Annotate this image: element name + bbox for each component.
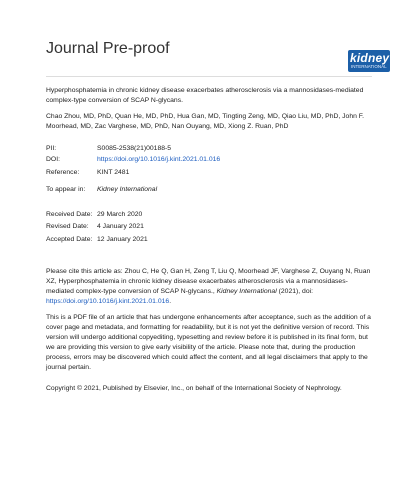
appear-value: Kidney International bbox=[97, 186, 158, 193]
logo-text: kidney bbox=[350, 51, 390, 65]
citation-end: . bbox=[169, 298, 172, 305]
doi-label: DOI: bbox=[46, 156, 60, 163]
appear-label: To appear in: bbox=[46, 186, 86, 193]
citation-tail: (2021), doi: bbox=[276, 288, 314, 295]
reference-label: Reference: bbox=[46, 169, 80, 176]
accepted-value: 12 January 2021 bbox=[97, 236, 148, 243]
doi-link[interactable]: https://doi.org/10.1016/j.kint.2021.01.016 bbox=[97, 156, 221, 163]
copyright-text: Copyright © 2021, Published by Elsevier, Inc., on behalf of the International Society of Nephrology. bbox=[46, 385, 342, 392]
article-title: Hyperphosphatemia in chronic kidney disease exacerbates atherosclerosis via a mannosidases-mediated complex-type conversion of SCAP N-glycans. bbox=[46, 87, 364, 104]
received-label: Received Date: bbox=[46, 211, 93, 218]
notice-paragraph: This is a PDF file of an article that has undergone enhancements after acceptance, such as the addition of a cover page and metadata, and formatting for readability, but it is not yet the definitive version of record. This version will undergo additional copyediting, typesetting and review before it is published in its final form, but we are providing this version to give early visibility of the article. Please note that, during the production process, errors may be discovered which could affect the content, and all legal disclaimers that apply to the journal pertain. bbox=[46, 314, 371, 371]
author-list: Chao Zhou, MD, PhD, Quan He, MD, PhD, Hua Gan, MD, Tingting Zeng, MD, Qiao Liu, MD, PhD, John F. Moorhead, MD, Zac Varghese, MD, PhD, Nan Ouyang, MD, Xiong Z. Ruan, PhD bbox=[46, 113, 365, 130]
citation-journal: Kidney International bbox=[216, 288, 277, 295]
kidney-international-logo bbox=[348, 50, 390, 72]
revised-label: Revised Date: bbox=[46, 223, 89, 230]
citation-paragraph bbox=[46, 267, 372, 307]
pii-label: PII: bbox=[46, 145, 57, 152]
pii-value: S0085-2538(21)00188-5 bbox=[97, 145, 172, 152]
logo-subtext: INTERNATIONAL bbox=[351, 64, 387, 69]
citation-doi-link[interactable]: https://doi.org/10.1016/j.kint.2021.01.016 bbox=[46, 298, 170, 305]
journal-pre-proof-title: Journal Pre-proof bbox=[46, 40, 170, 57]
revised-value: 4 January 2021 bbox=[97, 223, 144, 230]
citation-text: Please cite this article as: Zhou C, He Q, Gan H, Zeng T, Liu Q, Moorhead JF, Varghese Z, Ouyang N, Ruan XZ, Hyperphosphatemia in chronic kidney disease exacerbates atherosclerosis via a mannosidases-mediated complex-type conversion of SCAP N-glycans., bbox=[46, 268, 371, 295]
reference-value: KINT 2481 bbox=[97, 169, 130, 176]
header-divider bbox=[46, 76, 372, 77]
accepted-label: Accepted Date: bbox=[46, 236, 93, 243]
received-value: 29 March 2020 bbox=[97, 211, 143, 218]
